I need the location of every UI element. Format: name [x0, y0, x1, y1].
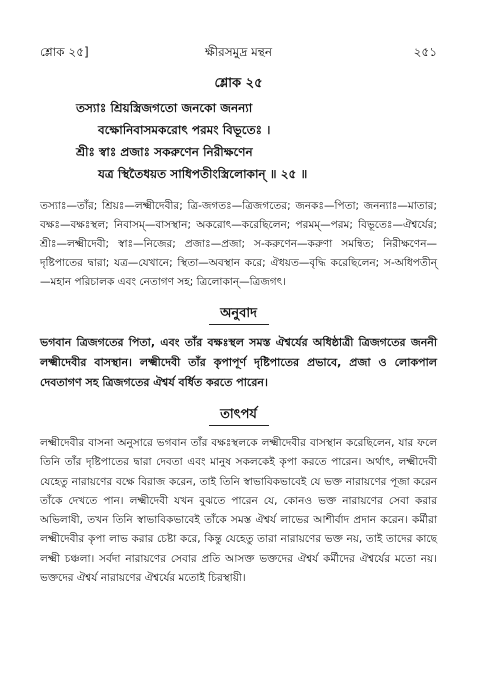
- header-verse-ref: শ্লোক ২৫]: [40, 45, 89, 59]
- verse-line: তস্যাঃ শ্রিয়স্ত্রিজগতো জনকো জনন্যা: [76, 101, 253, 115]
- purport-heading: তাৎপর্য: [220, 407, 257, 422]
- word-synonyms: তস্যাঃ—তাঁর; শ্রিয়ঃ—লক্ষ্মীদেবীর; ত্রি-জগতঃ—ত্রিজগতের; জনকঃ—পিতা; জনন্যাঃ—মাতার; বক্ষঃ—বক্ষঃস্থল; নিবাসম্—বাসস্থান; অকরোৎ—করেছিলেন; পরমম্—পরম; বিভূতেঃ—ঐশ্বর্যের; শ্রীঃ—লক্ষ্মীদেবী; স্বাঃ—নিজের; প্রজাঃ—প্রজা; স-করুণেন—করুণা সমন্বিত; নিরীক্ষণেন—দৃষ্টিপাতের দ্বারা; যত্র—যেখানে; স্থিতা—অবস্থান করে; ঐধয়ত—বৃদ্ধি করেছিলেন; স-অধিপতীন্—মহান পরিচালক এবং নেতাগণ সহ; ত্রিলোকান্—ত্রিজগৎ।: [40, 200, 437, 288]
- heading-underline: [209, 425, 269, 426]
- header-chapter-title: ক্ষীরসমুদ্র মন্থন: [204, 45, 273, 59]
- verse-line: যত্র স্থিতৈধয়ত সাধিপতীংস্ত্রিলোকান্ ॥ ২৫ ॥: [98, 167, 308, 181]
- heading-underline: [209, 324, 269, 325]
- verse-number: শ্লোক ২৫: [214, 76, 263, 91]
- translation-text: ভগবান ত্রিজগতের পিতা, এবং তাঁর বক্ষঃস্থল সমস্ত ঐশ্বর্যের অধিষ্ঠাত্রী ত্রিজগতের জননী লক্ষ্মীদেবীর বাসস্থান। লক্ষ্মীদেবী তাঁর কৃপাপূর্ণ দৃষ্টিপাতের প্রভাবে, প্রজা ও লোকপাল দেবতাগণ সহ ত্রিজগতের ঐশ্বর্য বর্ধিত করতে পারেন।: [40, 336, 437, 389]
- translation-heading: অনুবাদ: [220, 306, 257, 321]
- sanskrit-verse: [40, 97, 437, 185]
- purport-text: লক্ষ্মীদেবীর বাসনা অনুসারে ভগবান তাঁর বক্ষঃস্থলকে লক্ষ্মীদেবীর বাসস্থান করেছিলেন, যার ফলে তিনি তাঁর দৃষ্টিপাতের দ্বারা দেবতা এবং মানুষ সকলকেই কৃপা করতে পারেন। অর্থাৎ, লক্ষ্মীদেবী যেহেতু নারায়ণের বক্ষে বিরাজ করেন, তাই তিনি স্বাভাবিকভাবেই যে ভক্ত নারায়ণের পূজা করেন তাঁকে দেখতে পান। লক্ষ্মীদেবী যখন বুঝতে পারেন যে, কোনও ভক্ত নারায়ণের সেবা করার অভিলাষী, তখন তিনি স্বাভাবিকভাবেই তাঁকে সমস্ত ঐশ্বর্য লাভের আশীর্বাদ প্রদান করেন। কর্মীরা লক্ষ্মীদেবীর কৃপা লাভ করার চেষ্টা করে, কিন্তু যেহেতু তারা নারায়ণের ভক্ত নয়, তাই তাদের কাছে লক্ষ্মী চঞ্চলা। সর্বদা নারায়ণের সেবার প্রতি আসক্ত ভক্তদের ঐশ্বর্য কর্মীদের ঐশ্বর্যের মতো নয়। ভক্তদের ঐশ্বর্য নারায়ণের ঐশ্বর্যের মতোই চিরস্থায়ী।: [40, 437, 437, 585]
- verse-line: শ্রীঃ স্বাঃ প্রজাঃ সকরুণেন নিরীক্ষণেন: [76, 145, 253, 159]
- page-number: ২৫১: [413, 45, 437, 59]
- running-header: [40, 44, 437, 62]
- verse-line: বক্ষোনিবাসমকরোৎ পরমং বিভূতেঃ ।: [98, 123, 271, 137]
